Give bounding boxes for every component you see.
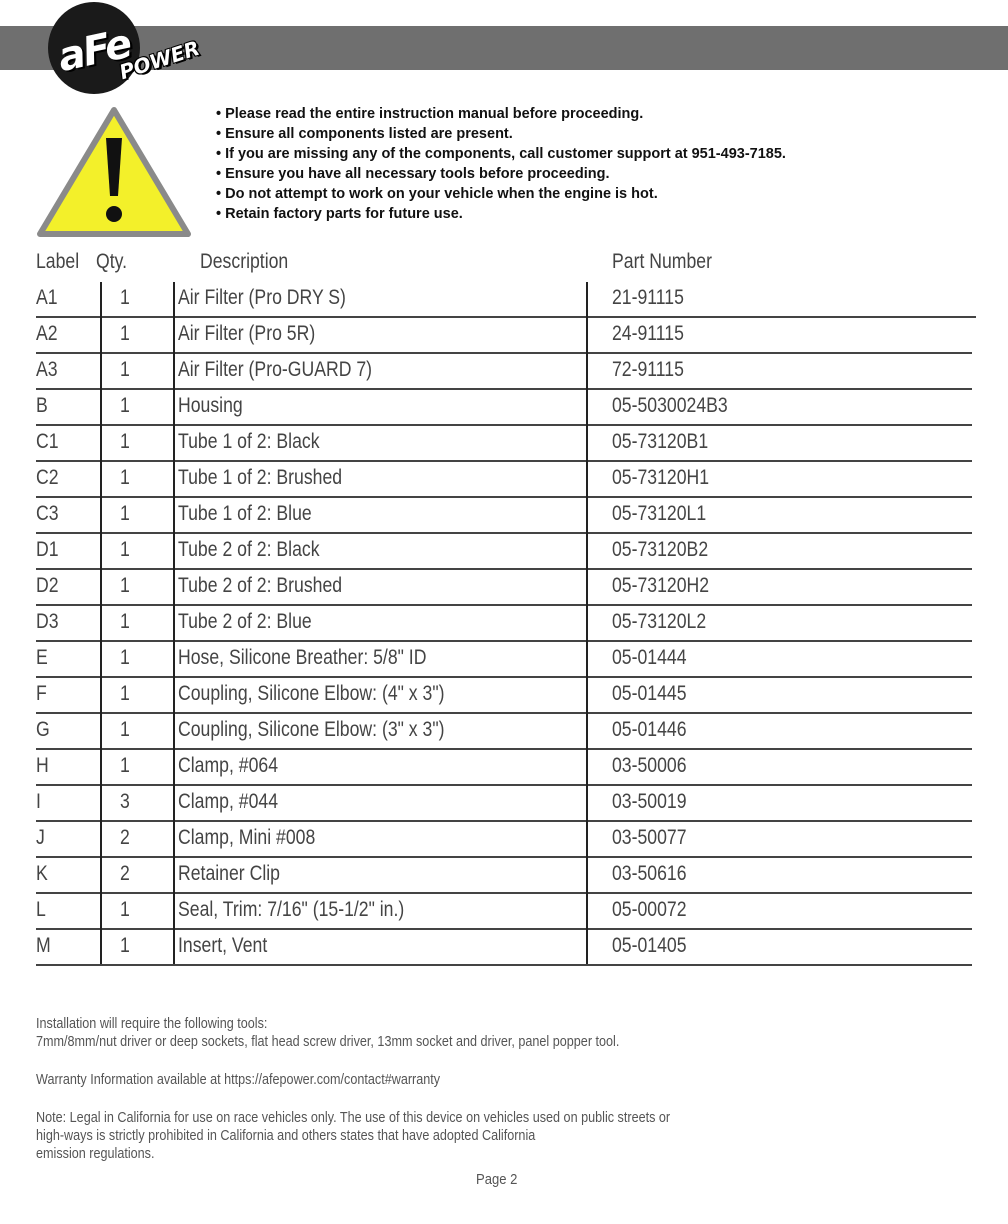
row-divider xyxy=(36,460,972,462)
row-qty: 1 xyxy=(120,538,130,561)
row-qty: 1 xyxy=(120,322,130,345)
row-qty: 3 xyxy=(120,790,130,813)
table-row xyxy=(0,318,1008,354)
row-part-number: 05-01446 xyxy=(612,718,687,741)
row-part-number: 72-91115 xyxy=(612,358,684,381)
row-part-number: 05-01405 xyxy=(612,934,687,957)
row-qty: 1 xyxy=(120,610,130,633)
row-divider xyxy=(36,820,972,822)
row-part-number: 03-50019 xyxy=(612,790,687,813)
row-label: B xyxy=(36,394,48,417)
legal-note-line: high-ways is strictly prohibited in California and others states that have adopted California xyxy=(36,1128,536,1144)
table-row xyxy=(0,822,1008,858)
afe-power-logo xyxy=(46,2,206,97)
row-qty: 1 xyxy=(120,646,130,669)
row-part-number: 05-01444 xyxy=(612,646,687,669)
row-description: Air Filter (Pro DRY S) xyxy=(178,286,346,309)
table-row xyxy=(0,390,1008,426)
row-qty: 1 xyxy=(120,934,130,957)
row-divider xyxy=(36,316,976,318)
row-qty: 1 xyxy=(120,394,130,417)
row-label: J xyxy=(36,826,45,849)
row-qty: 2 xyxy=(120,826,130,849)
row-part-number: 05-73120B2 xyxy=(612,538,709,561)
table-row xyxy=(0,894,1008,930)
row-divider xyxy=(36,784,972,786)
row-part-number: 03-50006 xyxy=(612,754,687,777)
row-divider xyxy=(36,568,972,570)
row-label: G xyxy=(36,718,50,741)
warranty-info: Warranty Information available at https://afepower.com/contact#warranty xyxy=(36,1072,441,1088)
row-qty: 1 xyxy=(120,718,130,741)
row-qty: 2 xyxy=(120,862,130,885)
row-label: I xyxy=(36,790,41,813)
legal-note-line: Note: Legal in California for use on race vehicles only. The use of this device on vehicles used on public streets or xyxy=(36,1110,671,1126)
table-row xyxy=(0,570,1008,606)
row-part-number: 05-73120H1 xyxy=(612,466,710,489)
row-description: Clamp, Mini #008 xyxy=(178,826,316,849)
header-description: Description xyxy=(200,250,289,273)
row-qty: 1 xyxy=(120,754,130,777)
part-column-divider xyxy=(586,282,588,964)
row-part-number: 03-50616 xyxy=(612,862,687,885)
row-description: Clamp, #064 xyxy=(178,754,279,777)
row-qty: 1 xyxy=(120,574,130,597)
table-row xyxy=(0,426,1008,462)
row-label: E xyxy=(36,646,48,669)
row-label: L xyxy=(36,898,46,921)
table-row xyxy=(0,678,1008,714)
logo-text: aFe xyxy=(54,20,135,82)
row-label: D3 xyxy=(36,610,59,633)
tools-heading: Installation will require the following tools: xyxy=(36,1016,268,1032)
row-divider xyxy=(36,712,972,714)
table-row xyxy=(0,786,1008,822)
row-qty: 1 xyxy=(120,286,130,309)
row-qty: 1 xyxy=(120,358,130,381)
row-description: Tube 1 of 2: Black xyxy=(178,430,320,453)
row-label: M xyxy=(36,934,51,957)
row-description: Coupling, Silicone Elbow: (4" x 3") xyxy=(178,682,445,705)
logo-subtext: POWER xyxy=(116,35,203,85)
row-qty: 1 xyxy=(120,682,130,705)
row-divider xyxy=(36,856,972,858)
row-label: D1 xyxy=(36,538,59,561)
row-part-number: 05-00072 xyxy=(612,898,687,921)
row-divider xyxy=(36,496,972,498)
row-part-number: 05-73120H2 xyxy=(612,574,710,597)
row-description: Seal, Trim: 7/16" (15-1/2" in.) xyxy=(178,898,405,921)
row-description: Hose, Silicone Breather: 5/8" ID xyxy=(178,646,427,669)
table-row xyxy=(0,282,1008,318)
row-label: C1 xyxy=(36,430,59,453)
legal-note-line: emission regulations. xyxy=(36,1146,155,1162)
page-number: Page 2 xyxy=(476,1171,518,1188)
warning-icon xyxy=(34,104,194,240)
table-row xyxy=(0,642,1008,678)
row-description: Housing xyxy=(178,394,243,417)
description-column-divider xyxy=(173,282,175,964)
row-divider xyxy=(36,640,972,642)
header-label: Label xyxy=(36,250,80,273)
qty-column-divider xyxy=(100,282,102,964)
tools-list: 7mm/8mm/nut driver or deep sockets, flat head screw driver, 13mm socket and driver, panel popper tool. xyxy=(36,1034,620,1050)
row-description: Clamp, #044 xyxy=(178,790,279,813)
row-part-number: 05-73120L2 xyxy=(612,610,707,633)
row-divider xyxy=(36,928,972,930)
row-divider xyxy=(36,892,972,894)
row-part-number: 24-91115 xyxy=(612,322,684,345)
row-label: A2 xyxy=(36,322,58,345)
warning-item: • Do not attempt to work on your vehicle when the engine is hot. xyxy=(216,184,786,204)
table-row xyxy=(0,750,1008,786)
header-part-number: Part Number xyxy=(612,250,712,273)
row-label: H xyxy=(36,754,49,777)
table-row xyxy=(0,930,1008,966)
row-label: A1 xyxy=(36,286,58,309)
warning-item: • Retain factory parts for future use. xyxy=(216,204,786,224)
warning-item: • If you are missing any of the components, call customer support at 951-493-7185. xyxy=(216,144,786,164)
row-divider xyxy=(36,532,972,534)
row-label: F xyxy=(36,682,47,705)
row-label: C3 xyxy=(36,502,59,525)
row-part-number: 05-73120L1 xyxy=(612,502,707,525)
row-label: C2 xyxy=(36,466,59,489)
table-row xyxy=(0,858,1008,894)
row-description: Tube 2 of 2: Blue xyxy=(178,610,312,633)
table-row xyxy=(0,714,1008,750)
row-divider xyxy=(36,388,972,390)
row-qty: 1 xyxy=(120,466,130,489)
row-divider xyxy=(36,424,972,426)
table-row xyxy=(0,534,1008,570)
row-label: A3 xyxy=(36,358,58,381)
row-description: Retainer Clip xyxy=(178,862,280,885)
table-row xyxy=(0,498,1008,534)
row-qty: 1 xyxy=(120,898,130,921)
row-part-number: 05-73120B1 xyxy=(612,430,709,453)
row-description: Tube 2 of 2: Black xyxy=(178,538,320,561)
row-description: Insert, Vent xyxy=(178,934,268,957)
header-qty: Qty. xyxy=(96,250,128,273)
warning-item: • Ensure you have all necessary tools before proceeding. xyxy=(216,164,786,184)
table-row xyxy=(0,606,1008,642)
table-row xyxy=(0,354,1008,390)
row-label: K xyxy=(36,862,48,885)
row-description: Tube 2 of 2: Brushed xyxy=(178,574,343,597)
row-divider xyxy=(36,964,972,966)
warning-item: • Ensure all components listed are present. xyxy=(216,124,786,144)
row-description: Coupling, Silicone Elbow: (3" x 3") xyxy=(178,718,445,741)
warning-list xyxy=(216,104,786,224)
row-divider xyxy=(36,604,972,606)
row-qty: 1 xyxy=(120,502,130,525)
row-part-number: 05-01445 xyxy=(612,682,687,705)
row-description: Tube 1 of 2: Brushed xyxy=(178,466,343,489)
row-description: Air Filter (Pro-GUARD 7) xyxy=(178,358,373,381)
row-divider xyxy=(36,676,972,678)
row-part-number: 21-91115 xyxy=(612,286,684,309)
row-label: D2 xyxy=(36,574,59,597)
row-divider xyxy=(36,748,972,750)
row-description: Air Filter (Pro 5R) xyxy=(178,322,316,345)
warning-item: • Please read the entire instruction manual before proceeding. xyxy=(216,104,786,124)
row-qty: 1 xyxy=(120,430,130,453)
table-row xyxy=(0,462,1008,498)
row-part-number: 03-50077 xyxy=(612,826,687,849)
row-description: Tube 1 of 2: Blue xyxy=(178,502,312,525)
row-part-number: 05-5030024B3 xyxy=(612,394,728,417)
row-divider xyxy=(36,352,972,354)
